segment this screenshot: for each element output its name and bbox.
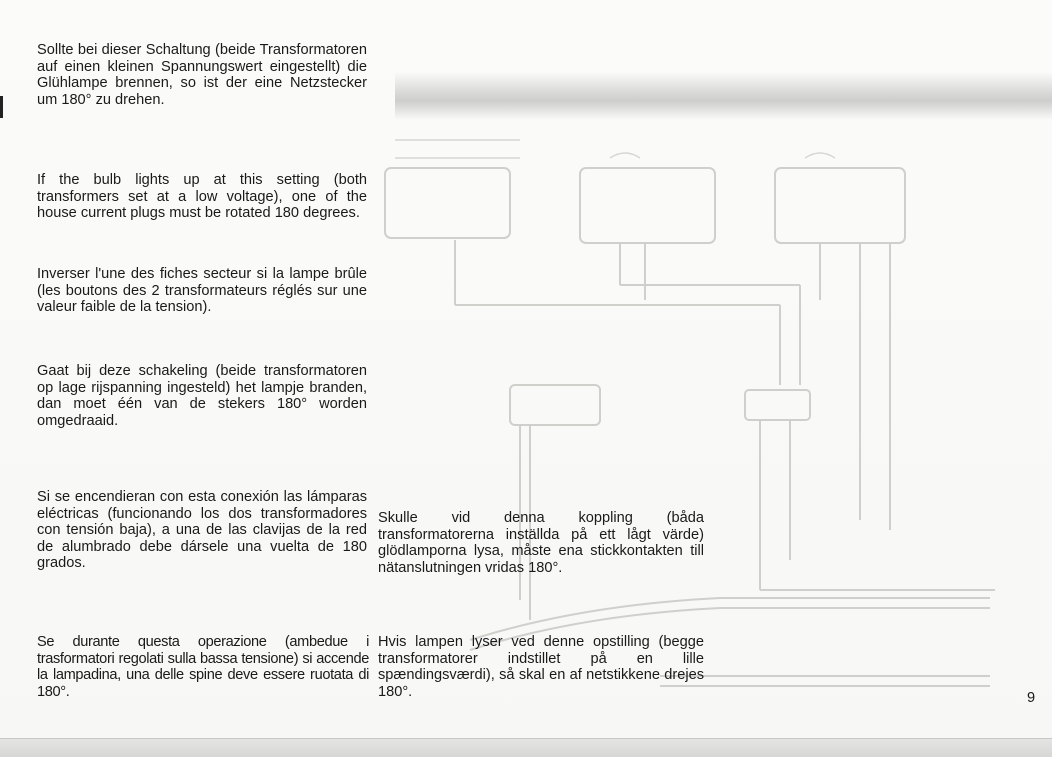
- paragraph-italian: Se durante questa operazione (ambedue i trasformatori regolati sulla bassa tensione) si accende la lampadina, una delle spine deve essere ruotata di 180°.: [37, 634, 369, 700]
- page-bottom-edge: [0, 738, 1052, 757]
- paragraph-german: Sollte bei dieser Schaltung (beide Transformatoren auf einen kleinen Spannungswert eingestellt) die Glühlampe brennen, so ist der eine Netzstecker um 180° zu drehen.: [37, 42, 367, 108]
- page-number: 9: [1027, 690, 1036, 706]
- paragraph-english: If the bulb lights up at this setting (both transformers set at a low voltage), one of the house current plugs must be rotated 180 degrees.: [37, 172, 367, 221]
- paragraph-spanish: Si se encendieran con esta conexión las lámparas eléctricas (funcionando los dos transformadores con tensión baja), a una de las clavijas de la red de alumbrado debe dársele una vuelta de 180 grados.: [37, 489, 367, 571]
- binding-mark: [0, 96, 3, 118]
- paragraph-dutch: Gaat bij deze schakeling (beide transformatoren op lage rijspanning ingesteld) het lampje branden, dan moet één van de stekers 180° worden omgedraaid.: [37, 363, 367, 429]
- paragraph-swedish: Skulle vid denna koppling (båda transformatorerna inställda på ett lågt värde) glödlamporna lysa, måste ena stickkontakten till nätanslutningen vridas 180°.: [378, 510, 704, 576]
- paragraph-danish: Hvis lampen lyser ved denne opstilling (begge transformatorer indstillet på en lille spændingsværdi), så skal en af netstikkene drejes 180°.: [378, 634, 704, 700]
- paragraph-french: Inverser l'une des fiches secteur si la lampe brûle (les boutons des 2 transformateurs réglés sur une valeur faible de la tension).: [37, 266, 367, 315]
